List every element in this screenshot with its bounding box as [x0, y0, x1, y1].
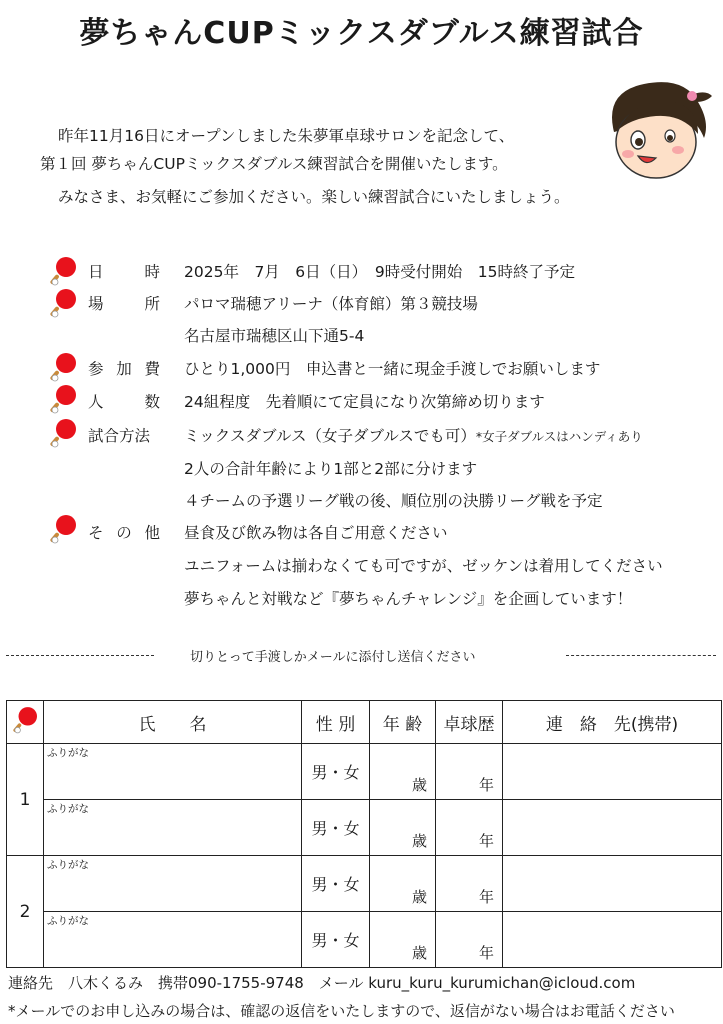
experience-field[interactable]: 年	[436, 744, 503, 800]
age-field[interactable]: 歳	[370, 800, 436, 856]
age-field[interactable]: 歳	[370, 912, 436, 968]
sex-field[interactable]: 男・女	[302, 800, 370, 856]
sex-field[interactable]: 男・女	[302, 912, 370, 968]
table-row	[7, 744, 722, 800]
cut-line-left	[6, 655, 154, 656]
cut-instruction: 切りとって手渡しかメールに添付し送信ください	[190, 650, 476, 665]
value-method-3: ４チームの予選リーグ戦の後、順位別の決勝リーグ戦を予定	[184, 492, 603, 510]
table-row	[7, 912, 722, 968]
label-other: そ の 他	[88, 524, 160, 542]
ping-pong-paddle-icon	[50, 256, 76, 286]
header-name: 氏 名	[44, 701, 302, 744]
label-fee: 参 加 費	[88, 360, 160, 378]
value-other-3: 夢ちゃんと対戦など『夢ちゃんチャレンジ』を企画しています！	[184, 590, 633, 608]
value-datetime: 2025年 7月 6日（日） 9時受付開始 15時終了予定	[184, 263, 576, 281]
contact-field[interactable]	[503, 856, 722, 912]
page-title: 夢ちゃんCUPミックスダブルス練習試合	[79, 16, 644, 51]
intro-line-1: 昨年11月16日にオープンしました朱夢軍卓球サロンを記念して、	[58, 127, 515, 145]
table-row	[7, 800, 722, 856]
label-method: 試合方法	[88, 427, 151, 445]
cut-line-right	[566, 655, 716, 656]
value-other: 昼食及び飲み物は各自ご用意ください	[184, 524, 448, 542]
group-number: 2	[7, 856, 44, 968]
header-age: 年 齢	[370, 701, 436, 744]
value-other-2: ユニフォームは揃わなくても可ですが、ゼッケンは着用してください	[184, 557, 663, 575]
value-venue: パロマ瑞穂アリーナ（体育館）第３競技場	[184, 295, 478, 313]
group-number: 1	[7, 744, 44, 856]
name-field[interactable]: ふりがな	[44, 856, 302, 912]
value-venue-address: 名古屋市瑞穂区山下通5-4	[184, 327, 365, 345]
value-method-2: 2人の合計年齢により1部と2部に分けます	[184, 460, 478, 478]
sex-field[interactable]: 男・女	[302, 856, 370, 912]
ping-pong-paddle-icon	[13, 706, 37, 734]
contact-field[interactable]	[503, 912, 722, 968]
ping-pong-paddle-icon	[50, 384, 76, 414]
header-contact: 連 絡 先(携帯)	[503, 701, 722, 744]
name-field[interactable]: ふりがな	[44, 800, 302, 856]
method-note: *女子ダブルスはハンディあり	[475, 429, 643, 444]
experience-field[interactable]: 年	[436, 856, 503, 912]
ping-pong-paddle-icon	[50, 352, 76, 382]
contact-field[interactable]	[503, 744, 722, 800]
label-venue: 場 所	[88, 295, 160, 313]
table-header-row	[7, 701, 722, 744]
contact-field[interactable]	[503, 800, 722, 856]
header-sex: 性 別	[302, 701, 370, 744]
experience-field[interactable]: 年	[436, 800, 503, 856]
age-field[interactable]: 歳	[370, 856, 436, 912]
experience-field[interactable]: 年	[436, 912, 503, 968]
header-experience: 卓球歴	[436, 701, 503, 744]
intro-line-2: 第１回 夢ちゃんCUPミックスダブルス練習試合を開催いたします。	[40, 155, 508, 173]
name-field[interactable]: ふりがな	[44, 744, 302, 800]
age-field[interactable]: 歳	[370, 744, 436, 800]
sex-field[interactable]: 男・女	[302, 744, 370, 800]
value-fee: ひとり1,000円 申込書と一緒に現金手渡しでお願いします	[184, 360, 601, 378]
contact-info: 連絡先 八木くるみ 携帯090-1755-9748 メール kuru_kuru_kurumichan@icloud.com	[8, 974, 636, 992]
ping-pong-paddle-icon	[50, 418, 76, 448]
label-count: 人 数	[88, 393, 160, 411]
intro-line-3: みなさま、お気軽にご参加ください。楽しい練習試合にいたしましょう。	[58, 188, 570, 206]
application-form-table	[6, 700, 722, 968]
value-method: ミックスダブルス（女子ダブルスでも可）*女子ダブルスはハンディあり	[184, 427, 643, 445]
footnote: *メールでのお申し込みの場合は、確認の返信をいたしますので、返信がない場合はお電話ください	[8, 1002, 675, 1020]
label-datetime: 日 時	[88, 263, 160, 281]
header-icon-cell	[7, 701, 44, 744]
name-field[interactable]: ふりがな	[44, 912, 302, 968]
value-count: 24組程度 先着順にて定員になり次第締め切ります	[184, 393, 545, 411]
ping-pong-paddle-icon	[50, 288, 76, 318]
table-row	[7, 856, 722, 912]
ping-pong-paddle-icon	[50, 514, 76, 544]
mascot-illustration	[594, 72, 716, 184]
